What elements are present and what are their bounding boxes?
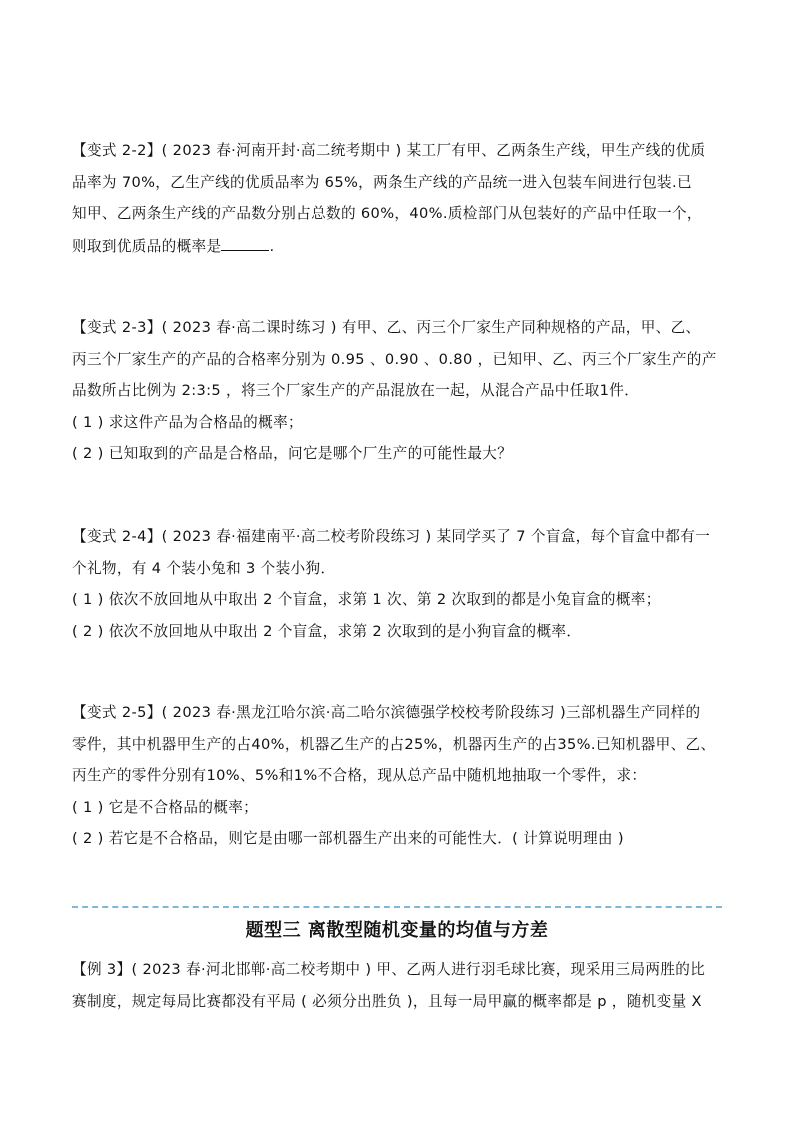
problem-text-line: 【变式 2-2】( 2023 春·河南开封·高二统考期中 ) 某工厂有甲、乙两条生产线，甲生产线的优质 [72,142,706,159]
example-3 [72,960,736,1023]
answer-blank [221,236,269,251]
problem-variant-2-3 [72,318,736,476]
example-text-line: 赛制度，规定每局比赛都没有平局 ( 必须分出胜负 )，且每一局甲赢的概率都是 p ，随机变量 X [72,992,702,1010]
problem-text-line [72,236,736,256]
problem-variant-2-4 [72,527,736,653]
problem-subquestion: ( 1 ) 求这件产品为合格品的概率； [72,413,303,431]
problem-variant-2-5 [72,703,736,861]
problem-text-line: 个礼物，有 4 个装小兔和 3 个装小狗． [72,559,336,577]
problem-subquestion: ( 2 ) 已知取到的产品是合格品，问它是哪个厂生产的可能性最大？ [72,445,513,462]
problem-text-line: 【变式 2-5】( 2023 春·黑龙江哈尔滨·高二哈尔滨德强学校校考阶段练习 )三部机器生产同样的 [72,704,701,721]
problem-subquestion: ( 1 ) 依次不放回地从中取出 2 个盲盒，求第 1 次、第 2 次取到的都是小兔盲盒的概率； [72,591,661,608]
problem-text-line: 零件，其中机器甲生产的占40%，机器乙生产的占25%，机器丙生产的占35%.已知机器甲、乙、 [72,735,716,753]
problem-text-line: 品率为 70%，乙生产线的优质品率为 65%，两条生产线的产品统一进入包装车间进行包装.已 [72,173,692,191]
problem-text-line: 【变式 2-4】( 2023 春·福建南平·高二校考阶段练习 ) 某同学买了 7 个盲盒，每个盲盒中都有一 [72,528,711,545]
problem-text-line: 【变式 2-3】( 2023 春·高二课时练习 ) 有甲、乙、丙三个厂家生产同种规格的产品，甲、乙、 [72,319,701,336]
problem-subquestion: ( 1 ) 它是不合格品的概率； [72,798,259,816]
problem-text-line: 丙生产的零件分别有10%、5%和1%不合格，现从总产品中随机地抽取一个零件，求： [72,767,647,784]
example-text-line: 【例 3】( 2023 春·河北邯郸·高二校考期中 ) 甲、乙两人进行羽毛球比赛，现采用三局两胜的比 [72,961,706,978]
problem-variant-2-2 [72,141,736,267]
section-title: 题型三 离散型随机变量的均值与方差 [245,920,549,941]
section-divider [72,906,722,908]
problem-text-fragment: 则取到优质品的概率是 [72,237,222,255]
problem-subquestion: ( 2 ) 若它是不合格品，则它是由哪一部机器生产出来的可能性大．( 计算说明理由 ) [72,830,624,847]
problem-subquestion: ( 2 ) 依次不放回地从中取出 2 个盲盒，求第 2 次取到的是小狗盲盒的概率． [72,622,582,640]
problem-text-line: 丙三个厂家生产的产品的合格率分别为 0.95 、0.90 、0.80 ，已知甲、乙、丙三个厂家生产的产 [72,350,717,368]
problem-text-line: 品数所占比例为 2:3:5 ，将三个厂家生产的产品混放在一起，从混合产品中任取1件． [72,382,640,399]
problem-text-line: 知甲、乙两条生产线的产品数分别占总数的 60%，40%.质检部门从包装好的产品中任取一个， [72,205,702,222]
blank-tail-punct: . [269,237,275,255]
